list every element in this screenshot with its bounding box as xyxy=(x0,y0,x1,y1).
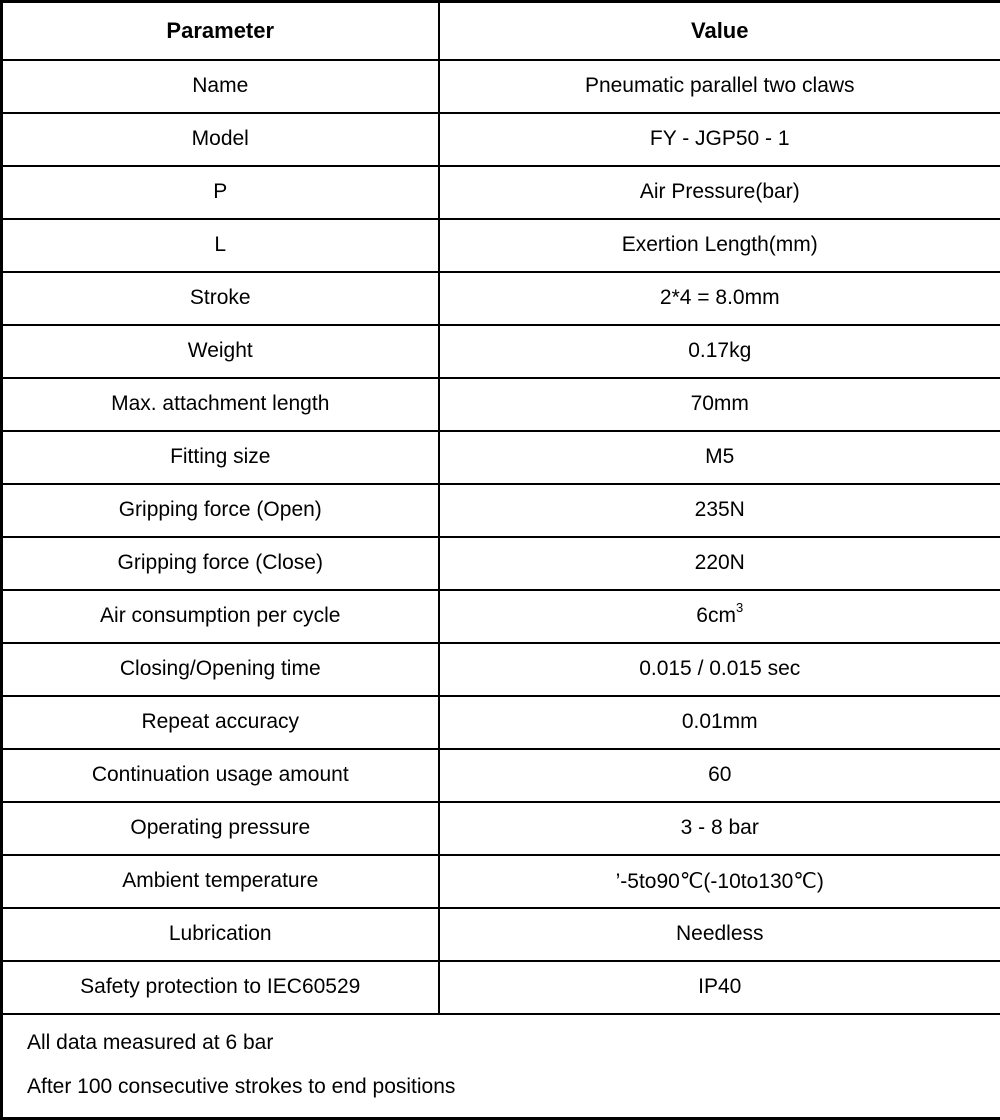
value-text: 3 - 8 bar xyxy=(680,816,759,840)
value-cell xyxy=(439,590,1000,643)
value-text: 70mm xyxy=(690,392,749,416)
value-text: Air Pressure(bar) xyxy=(639,180,800,204)
value-text: 0.01mm xyxy=(681,710,758,734)
value-text: 220N xyxy=(694,551,745,575)
value-text: 0.015 / 0.015 sec xyxy=(639,657,801,681)
value-cell xyxy=(439,113,1000,166)
value-text: 6cm xyxy=(696,604,736,628)
table-row xyxy=(2,749,1000,802)
value-cell xyxy=(439,537,1000,590)
value-superscript: 3 xyxy=(735,600,744,616)
param-cell: Stroke xyxy=(2,272,439,325)
param-cell: Air consumption per cycle xyxy=(2,590,439,643)
param-cell: L xyxy=(2,219,439,272)
table-row xyxy=(2,643,1000,696)
param-cell: Name xyxy=(2,60,439,113)
param-cell: Gripping force (Close) xyxy=(2,537,439,590)
value-cell xyxy=(439,166,1000,219)
table-row xyxy=(2,484,1000,537)
param-cell: Max. attachment length xyxy=(2,378,439,431)
header-row xyxy=(2,2,1000,60)
footer-notes-cell xyxy=(2,1014,1000,1119)
param-cell: Lubrication xyxy=(2,908,439,961)
value-cell xyxy=(439,219,1000,272)
table-row xyxy=(2,908,1000,961)
table-row xyxy=(2,802,1000,855)
table-row xyxy=(2,696,1000,749)
table-row xyxy=(2,166,1000,219)
param-cell: Safety protection to IEC60529 xyxy=(2,961,439,1014)
value-cell xyxy=(439,60,1000,113)
table-row xyxy=(2,60,1000,113)
value-cell xyxy=(439,325,1000,378)
table-row xyxy=(2,219,1000,272)
param-cell: Fitting size xyxy=(2,431,439,484)
value-cell xyxy=(439,802,1000,855)
value-text: ’-5to90℃(-10to130℃) xyxy=(615,869,824,893)
value-text: IP40 xyxy=(698,975,742,999)
param-cell: Weight xyxy=(2,325,439,378)
value-cell xyxy=(439,961,1000,1014)
param-cell: Closing/Opening time xyxy=(2,643,439,696)
header-parameter: Parameter xyxy=(2,2,439,60)
value-cell xyxy=(439,378,1000,431)
table-row xyxy=(2,431,1000,484)
param-cell: Model xyxy=(2,113,439,166)
value-text: Pneumatic parallel two claws xyxy=(584,74,855,97)
value-text: Exertion Length(mm) xyxy=(621,233,818,257)
table-row xyxy=(2,325,1000,378)
value-text: 2*4 = 8.0mm xyxy=(659,286,780,310)
table-row xyxy=(2,590,1000,643)
param-cell: Gripping force (Open) xyxy=(2,484,439,537)
table-row xyxy=(2,378,1000,431)
param-cell: P xyxy=(2,166,439,219)
value-text: 235N xyxy=(694,498,745,522)
param-cell: Continuation usage amount xyxy=(2,749,439,802)
param-cell: Repeat accuracy xyxy=(2,696,439,749)
value-text: FY - JGP50 - 1 xyxy=(649,127,790,151)
value-text: 0.17kg xyxy=(688,339,752,363)
value-cell xyxy=(439,696,1000,749)
value-cell xyxy=(439,749,1000,802)
value-cell xyxy=(439,855,1000,908)
value-text: M5 xyxy=(705,445,735,469)
table-row xyxy=(2,537,1000,590)
footer-note-line: All data measured at 6 bar xyxy=(27,1030,274,1054)
param-cell: Operating pressure xyxy=(2,802,439,855)
value-cell xyxy=(439,908,1000,961)
table-row xyxy=(2,113,1000,166)
param-cell: Ambient temperature xyxy=(2,855,439,908)
value-text: Needless xyxy=(675,922,764,946)
table-row xyxy=(2,272,1000,325)
value-cell xyxy=(439,643,1000,696)
footer-note-line: After 100 consecutive strokes to end positions xyxy=(27,1074,456,1098)
value-cell xyxy=(439,272,1000,325)
value-cell xyxy=(439,431,1000,484)
header-value: Value xyxy=(439,2,1000,60)
table-row xyxy=(2,855,1000,908)
table-row xyxy=(2,961,1000,1014)
value-cell xyxy=(439,484,1000,537)
value-text: 60 xyxy=(708,763,732,787)
footer-row xyxy=(2,1014,1000,1119)
